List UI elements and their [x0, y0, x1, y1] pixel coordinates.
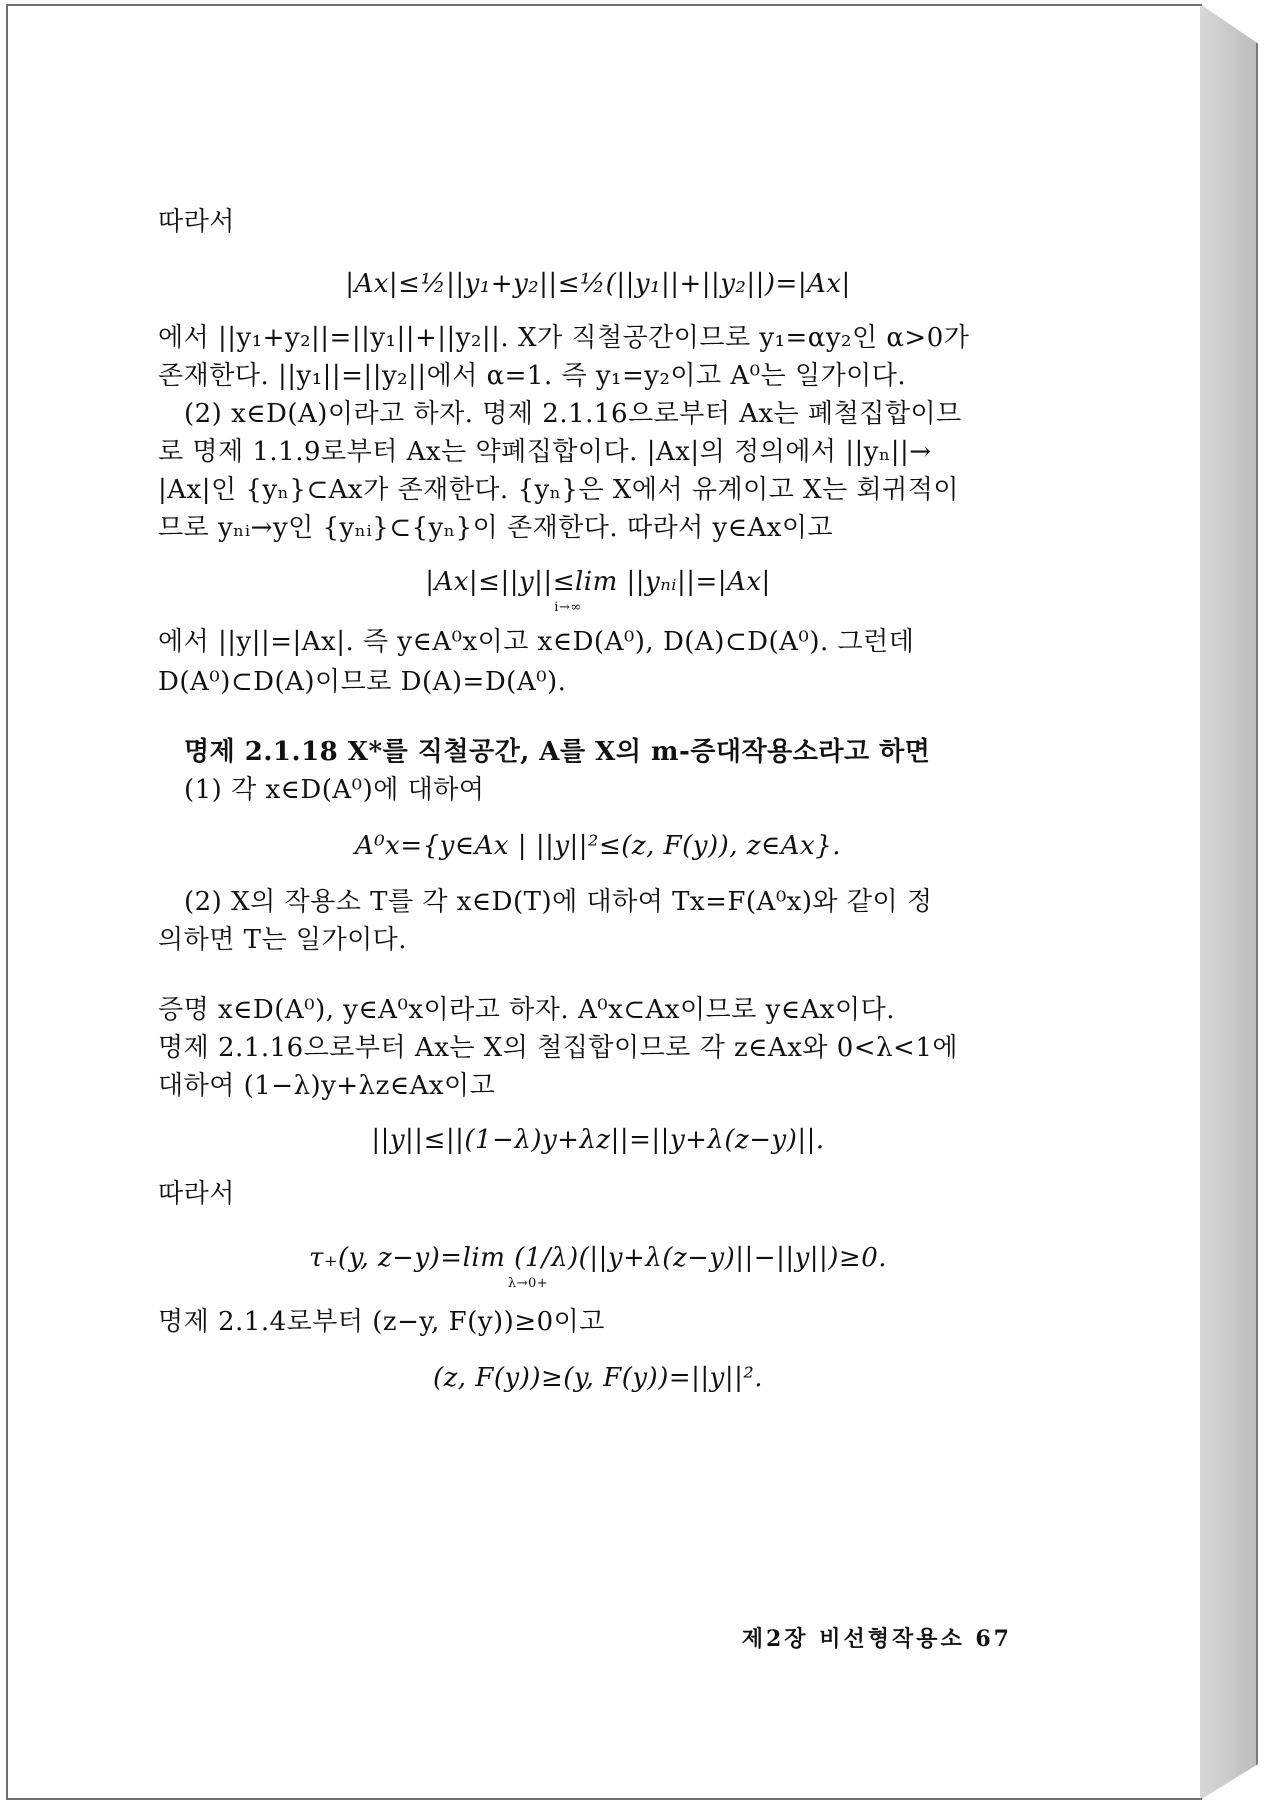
proposition-heading: 명제 2.1.18 X*를 직철공간, A를 X의 m-증대작용소라고 하면 [184, 737, 931, 767]
text-line: (2) X의 작용소 T를 각 x∈D(T)에 대하여 Tx=F(A⁰x)와 같이 정 [184, 887, 933, 917]
text-line: (2) x∈D(A)이라고 하자. 명제 2.1.16으로부터 Ax는 폐철집합이므 [184, 399, 962, 429]
text-line: 명제 2.1.16으로부터 Ax는 X의 철집합이므로 각 z∈Ax와 0<λ<1에 [158, 1033, 958, 1063]
text-line: |Ax|인 {yₙ}⊂Ax가 존재한다. {yₙ}은 X에서 유계이고 X는 회귀적이 [158, 475, 959, 505]
text-line: 존재한다. ||y₁||=||y₂||에서 α=1. 즉 y₁=y₂이고 A⁰는 일가이다. [158, 361, 907, 391]
equation: τ₊(y, z−y)=lim (1/λ)(||y+λ(z−y)||−||y||)≥0. [308, 1243, 888, 1273]
text-line: 대하여 (1−λ)y+λz∈Ax이고 [158, 1071, 496, 1101]
text-line: 에서 ||y₁+y₂||=||y₁||+||y₂||. X가 직철공간이므로 y₁=αy₂인 α>0가 [158, 323, 970, 353]
text-line: 에서 ||y||=|Ax|. 즉 y∈A⁰x이고 x∈D(A⁰), D(A)⊂D(A⁰). 그런데 [158, 627, 915, 657]
text-line: 의하면 T는 일가이다. [158, 925, 408, 955]
equation: |Ax|≤½||y₁+y₂||≤½(||y₁||+||y₂||)=|Ax| [345, 269, 851, 299]
equation-subscript: λ→0+ [507, 1276, 549, 1291]
text-line: D(A⁰)⊂D(A)이므로 D(A)=D(A⁰). [158, 667, 567, 697]
text-line: 므로 yₙᵢ→y인 {yₙᵢ}⊂{yₙ}이 존재한다. 따라서 y∈Ax이고 [158, 513, 834, 543]
text-line: 로 명제 1.1.9로부터 Ax는 약폐집합이다. |Ax|의 정의에서 ||yₙ||→ [158, 437, 932, 467]
text-line: 따라서 [158, 207, 235, 237]
equation: ||y||≤||(1−λ)y+λz||=||y+λ(z−y)||. [371, 1125, 825, 1155]
equation: A⁰x={y∈Ax | ||y||²≤(z, F(y)), z∈Ax}. [354, 831, 842, 861]
equation-subscript: i→∞ [554, 600, 582, 615]
text-line: 명제 2.1.4로부터 (z−y, F(y))≥0이고 [158, 1307, 605, 1337]
page-footer: 제2장 비선형작용소 67 [741, 1626, 1012, 1652]
text-line: 따라서 [158, 1179, 235, 1209]
equation: |Ax|≤||y||≤lim ||yₙᵢ||=|Ax| [425, 567, 771, 597]
book-spine [1200, 4, 1258, 1800]
equation: (z, F(y))≥(y, F(y))=||y||². [432, 1363, 764, 1393]
proof-line: 증명 x∈D(A⁰), y∈A⁰x이라고 하자. A⁰x⊂Ax이므로 y∈Ax이다. [158, 995, 896, 1025]
text-line: (1) 각 x∈D(A⁰)에 대하여 [184, 775, 485, 805]
